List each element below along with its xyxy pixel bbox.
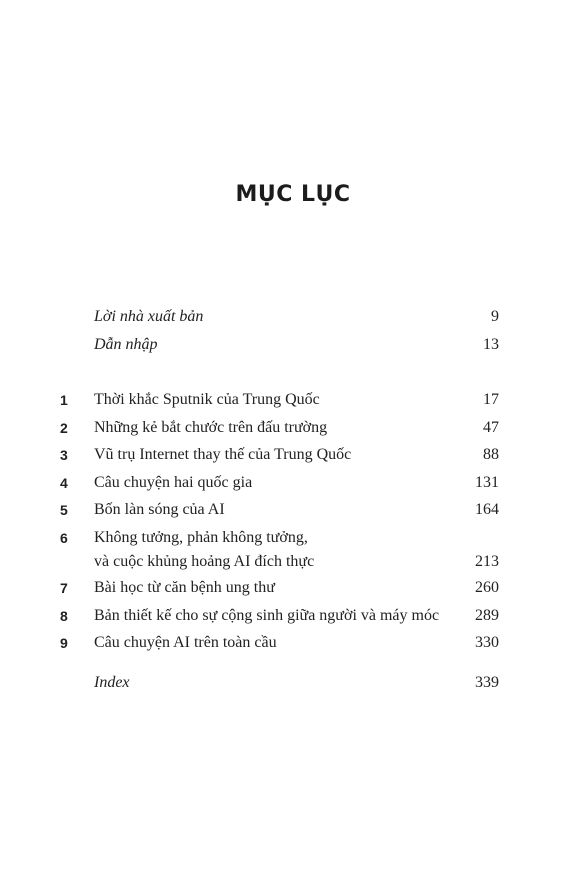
toc-entry-page: 330 (475, 634, 499, 651)
toc-entry-label: Câu chuyện AI trên toàn cầu (94, 634, 277, 651)
toc-entry-label: Bài học từ căn bệnh ung thư (94, 579, 275, 596)
toc-entry-chapter-7[interactable] (0, 576, 586, 600)
chapter-number: 9 (60, 635, 68, 651)
toc-entry-chapter-4[interactable] (0, 471, 586, 495)
toc-entry-page: 164 (475, 501, 499, 518)
toc-entry-publisher-note[interactable] (0, 305, 586, 329)
chapter-number: 5 (60, 502, 68, 518)
toc-entry-chapter-1[interactable] (0, 388, 586, 412)
chapter-number: 3 (60, 447, 68, 463)
toc-entry-label: Lời nhà xuất bản (94, 308, 204, 325)
toc-entry-page: 9 (491, 308, 499, 325)
chapter-number: 2 (60, 420, 68, 436)
toc-entry-label: Câu chuyện hai quốc gia (94, 474, 253, 491)
toc-entry-label: Những kẻ bắt chước trên đấu trường (94, 419, 328, 436)
toc-entry-page: 289 (475, 607, 499, 624)
toc-entry-chapter-9[interactable] (0, 631, 586, 655)
toc-entry-label-line-1: Không tưởng, phản không tưởng, (94, 529, 308, 546)
chapter-number: 7 (60, 580, 68, 596)
toc-entry-page: 260 (475, 579, 499, 596)
toc-entry-label: Bản thiết kế cho sự cộng sinh giữa người và máy móc (94, 607, 440, 624)
toc-entry-chapter-6[interactable] (0, 526, 586, 574)
chapter-number: 1 (60, 392, 68, 408)
toc-entry-index[interactable] (0, 671, 586, 695)
toc-entry-page: 13 (483, 336, 499, 353)
toc-entry-label: Thời khắc Sputnik của Trung Quốc (94, 391, 320, 408)
toc-entry-page: 47 (483, 419, 499, 436)
chapter-number: 8 (60, 608, 68, 624)
toc-entry-label: Index (94, 674, 130, 691)
toc-entry-chapter-8[interactable] (0, 604, 586, 628)
page-title: MỤC LỤC (235, 182, 351, 207)
toc-entry-page: 339 (475, 674, 499, 691)
toc-entry-introduction[interactable] (0, 333, 586, 357)
toc-entry-page: 213 (475, 553, 499, 570)
toc-entry-page: 131 (475, 474, 499, 491)
toc-entry-chapter-2[interactable] (0, 416, 586, 440)
toc-entry-label: Dẫn nhập (94, 336, 158, 353)
toc-entry-chapter-5[interactable] (0, 498, 586, 522)
toc-entry-label-line-2: và cuộc khủng hoảng AI đích thực (94, 553, 315, 570)
chapter-number: 4 (60, 475, 68, 491)
chapter-number: 6 (60, 530, 68, 546)
toc-entry-label: Vũ trụ Internet thay thế của Trung Quốc (94, 446, 352, 463)
toc-entry-page: 88 (483, 446, 499, 463)
toc-entry-label: Bốn làn sóng của AI (94, 501, 225, 518)
toc-entry-chapter-3[interactable] (0, 443, 586, 467)
toc-entry-page: 17 (483, 391, 499, 408)
